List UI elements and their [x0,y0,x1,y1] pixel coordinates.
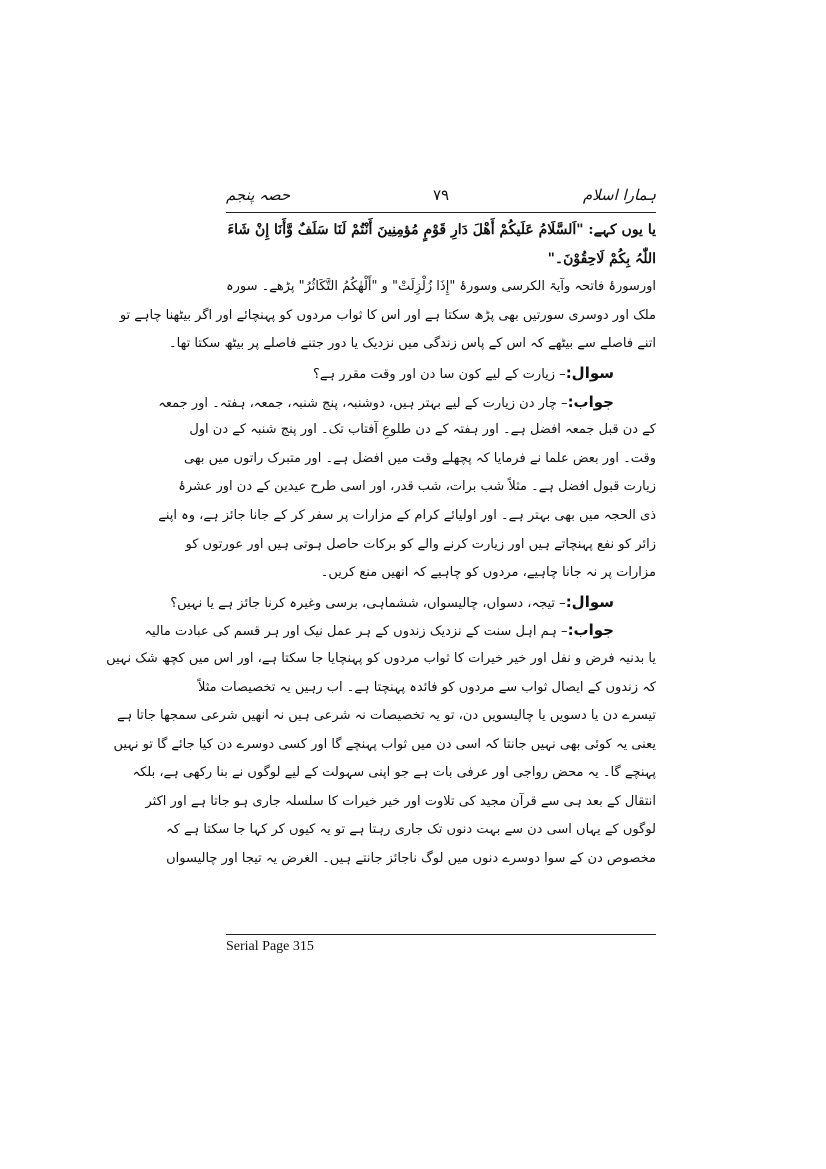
line-text: پہنچے گا۔ یہ محض رواجی اور عرفی بات ہے جو اپنی سہولت کے لیے لوگوں نے بنا رکھی ہے، بلکہ [132,765,656,781]
line-text: ملک اور دوسری سورتیں بھی پڑھ سکتا ہے اور اس کا ثواب مردوں کو پہنچائے اور اگر بیٹھنا چاہے تو [119,307,656,323]
text-line [132,759,656,788]
line-text: اورسورۂ فاتحہ وآیۃ الکرسی وسورۂ "إِذَا زُلْزِلَتْ" و "أَلْھٰکُمُ التَّکَاثُرُ" پڑھے۔ سورہ [225,279,656,295]
line-text: وقت۔ اور بعض علما نے فرمایا کہ پچھلے وقت میں افضل ہے۔ اور متبرک راتوں میں بھی [184,450,656,466]
line-text: – چار دن زیارت کے لیے بہتر ہیں، دوشنبہ، پنج شنبہ، جمعہ، ہفتہ۔ اور جمعہ [158,395,568,411]
text-line [158,502,656,531]
text-line [185,531,656,560]
line-text: لوگوں کے یہاں اسی دن سے بہت دنوں تک جاری رہتا ہے تو یہ کیوں کر کہا جا سکتا ہے کہ [166,822,656,838]
text-line [145,788,656,817]
line-text: انتقال کے بعد ہی سے قرآن مجید کی تلاوت اور خیر خیرات کا سلسلہ جاری ہو جاتا ہے اور اکثر [145,793,656,809]
book-title: ہمارا اسلام [582,186,656,204]
line-text: مزارات پر نہ جانا چاہیے، مردوں کو چاہیے کہ انھیں منع کریں۔ [320,565,656,581]
text-line [144,616,656,645]
text-line [106,645,656,674]
text-line [166,816,656,845]
line-text: یا بدنیہ فرض و نفل اور خیر خیرات کا ثواب مردوں کو پہنچایا جا سکتا ہے، اور اس میں کچھ شک نہیں [106,650,656,666]
text-line [226,273,656,302]
line-text: تیسرے دن یا دسویں یا چالیسویں دن، تو یہ تخصیصات نہ شرعی ہیں نہ انھیں شرعی سمجھا جاتا ہے [116,708,656,724]
text-line [226,559,656,588]
line-text: – ہم اہل سنت کے نزدیک زندوں کے ہر عمل نیک اور ہر قسم کی عبادت مالیہ [144,624,568,640]
line-text: ذی الحجہ میں بھی بہتر ہے۔ اور اولیائے کرام کے مزارات پر سفر کر کے جانا جائز ہے، وہ اپنے [158,507,656,523]
line-text: یعنی یہ کوئی بھی نہیں جانتا کہ اسی دن میں ثواب پہنچے گا اور کسی دوسرے دن کیا جائے گا تو نہیں [113,736,656,752]
line-text: اللّٰہُ بِکُمْ لَاحِقُوْنَ۔" [547,250,656,267]
text-line [119,302,656,331]
serial-page-number: Serial Page 315 [226,939,314,954]
line-text: زائر کو نفع پہنچاتے ہیں اور زیارت کرنے والے کو برکات حاصل ہوتی ہیں اور عورتوں کو [185,536,656,552]
text-line [170,588,656,617]
line-text: زیارت قبول افضل ہے۔ مثلاً شب برات، شب قدر، اور اسی طرح عیدین کے دن اور عشرۂ [178,479,656,495]
part-title: حصہ پنجم [226,186,291,204]
text-line [169,330,656,359]
text-line [116,702,656,731]
page-number: ۷۹ [432,186,450,204]
footer-rule [226,934,656,935]
running-header [226,186,656,210]
text-line [189,416,656,445]
text-line [158,388,656,417]
question-label: سوال: [565,592,614,611]
line-text: کے دن قبل جمعہ افضل ہے۔ اور ہفتہ کے دن طلوعِ آفتاب تک۔ اور پنج شنبہ کے دن اول [189,422,656,438]
text-line [197,674,656,703]
answer-label: جواب: [567,621,614,640]
text-line [226,216,656,245]
text-line [113,731,656,760]
page-body [106,216,656,874]
question-label: سوال: [565,363,614,382]
text-line [178,473,656,502]
text-line [226,245,656,274]
line-text: – تیجہ، دسواں، چالیسواں، ششماہی، برسی وغیرہ کرنا جائز ہے یا نہیں؟ [170,595,566,611]
header-rule [226,212,656,213]
line-text: یا یوں کہے: "اَلسَّلَامُ عَلَیکُمْ أَھْلَ دَارِ قَوْمٍ مُؤمِنِینَ أَنْتُمْ لَنَا سَلَفٌ وَّأَنَا إِنْ شَاءَ [227,222,656,238]
text-line [226,359,656,388]
answer-label: جواب: [567,392,614,411]
text-line [184,445,656,474]
line-text: مخصوص دن کے سوا دوسرے دنوں میں لوگ ناجائز جانتے ہیں۔ الغرض یہ تیجا اور چالیسواں [166,851,656,867]
text-line [166,845,656,874]
line-text: اتنے فاصلے سے بیٹھے کہ اس کے پاس زندگی میں نزدیک یا دور جتنے فاصلے پر بیٹھ سکتا تھا۔ [169,336,656,352]
line-text: کہ زندوں کے ایصال ثواب سے مردوں کو فائدہ پہنچتا ہے۔ اب رہیں یہ تخصیصات مثلاً [197,679,656,695]
line-text: – زیارت کے لیے کون سا دن اور وقت مقرر ہے؟ [312,366,566,382]
